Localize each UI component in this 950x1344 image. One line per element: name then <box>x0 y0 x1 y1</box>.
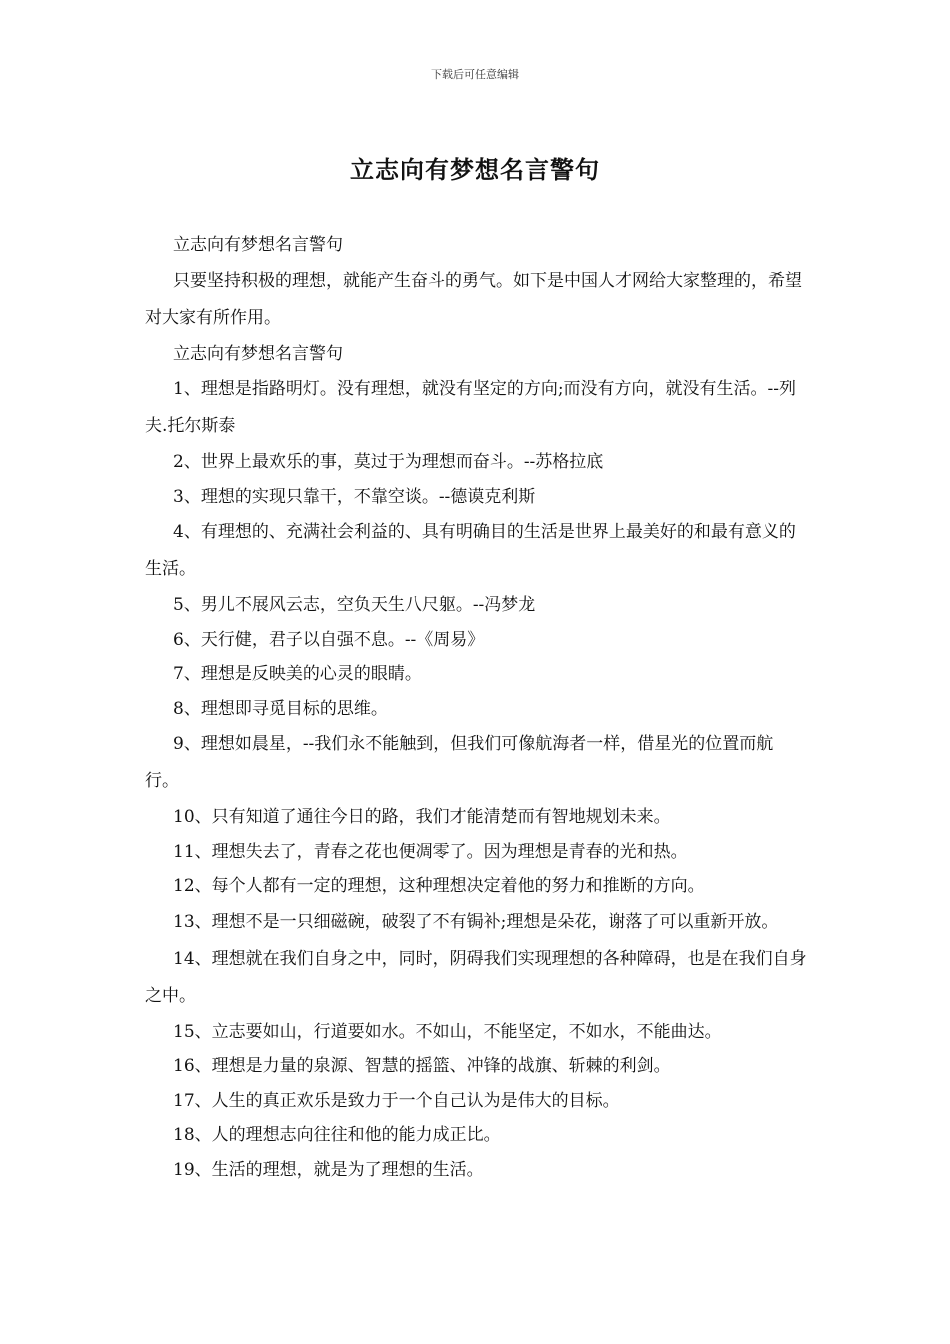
paragraph: 1、理想是指路明灯。没有理想，就没有坚定的方向;而没有方向，就没有生活。--列夫.托尔斯泰 <box>145 379 797 436</box>
paragraph: 13、理想不是一只细磁碗，破裂了不有锔补;理想是朵花，谢落了可以重新开放。 <box>173 911 779 932</box>
paragraph: 4、有理想的、充满社会利益的、具有明确目的生活是世界上最美好的和最有意义的生活。 <box>145 522 796 579</box>
paragraph: 19、生活的理想，就是为了理想的生活。 <box>173 1159 484 1180</box>
paragraph: 14、理想就在我们自身之中，同时，阴碍我们实现理想的各种障碍，也是在我们自身之中。 <box>145 948 807 1006</box>
paragraph: 16、理想是力量的泉源、智慧的摇篮、冲锋的战旗、斩棘的利剑。 <box>173 1056 671 1076</box>
paragraph: 立志向有梦想名言警句 <box>173 343 343 364</box>
paragraph: 18、人的理想志向往往和他的能力成正比。 <box>173 1125 501 1145</box>
document-title: 立志向有梦想名言警句 <box>350 155 600 184</box>
paragraph: 8、理想即寻觅目标的思维。 <box>173 698 388 719</box>
document-body <box>145 228 807 1187</box>
paragraph: 17、人生的真正欢乐是致力于一个自己认为是伟大的目标。 <box>173 1090 620 1111</box>
paragraph: 6、天行健，君子以自强不息。--《周易》 <box>173 629 485 650</box>
paragraph: 11、理想失去了，青春之花也便凋零了。因为理想是青春的光和热。 <box>173 841 688 862</box>
paragraph: 9、理想如晨星，--我们永不能触到，但我们可像航海者一样，借星光的位置而航行。 <box>145 734 774 791</box>
paragraph: 15、立志要如山，行道要如水。不如山，不能坚定，不如水，不能曲达。 <box>173 1021 722 1042</box>
paragraph: 立志向有梦想名言警句 <box>173 235 343 255</box>
paragraph: 12、每个人都有一定的理想，这种理想决定着他的努力和推断的方向。 <box>173 876 705 896</box>
header-note: 下载后可任意编辑 <box>431 68 519 81</box>
paragraph: 只要坚持积极的理想，就能产生奋斗的勇气。如下是中国人才网给大家整理的，希望对大家有所作用。 <box>145 270 802 328</box>
paragraph: 7、理想是反映美的心灵的眼睛。 <box>173 664 422 684</box>
paragraph: 5、男儿不展风云志，空负天生八尺躯。--冯梦龙 <box>173 595 536 615</box>
paragraph: 10、只有知道了通往今日的路，我们才能清楚而有智地规划未来。 <box>173 807 671 827</box>
paragraph: 2、世界上最欢乐的事，莫过于为理想而奋斗。--苏格拉底 <box>173 452 604 472</box>
paragraph: 3、理想的实现只靠干，不靠空谈。--德谟克利斯 <box>173 486 536 507</box>
